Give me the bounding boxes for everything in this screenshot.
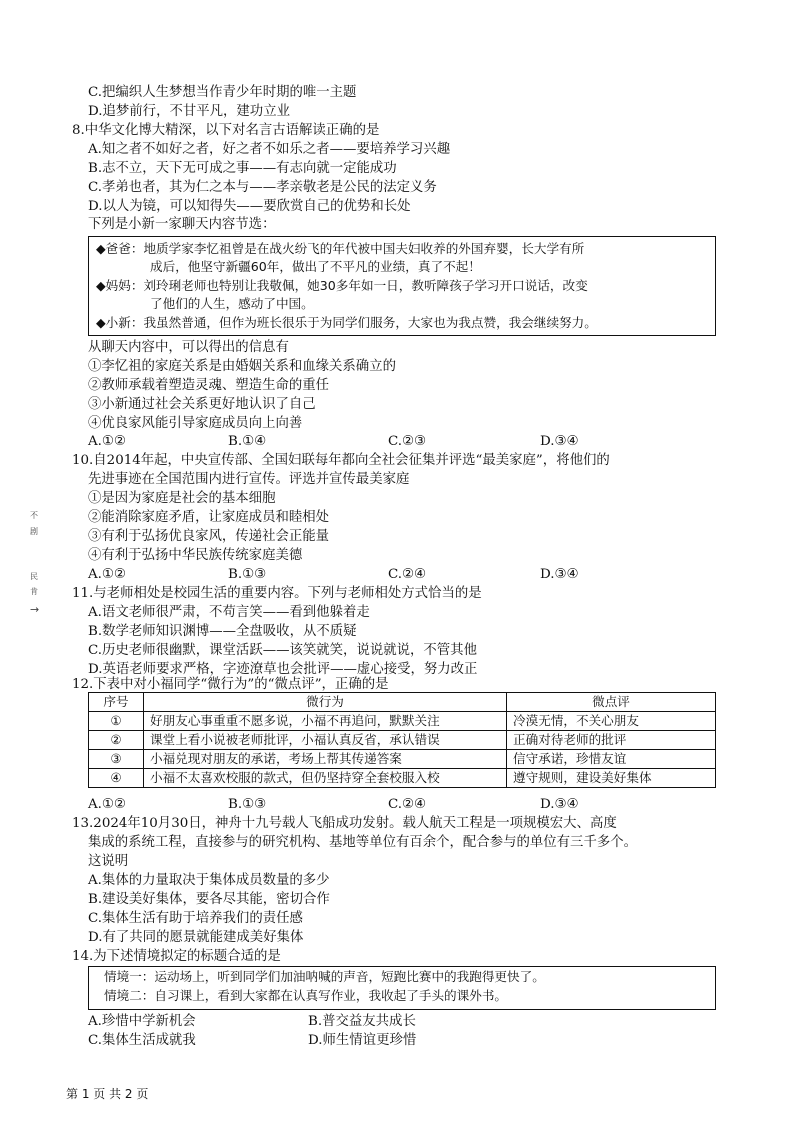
q9-item-1: ①李忆祖的家庭关系是由婚姻关系和血缘关系确立的	[88, 359, 396, 374]
q9-chat-mom-2: 了他们的人生，感动了中国。	[150, 296, 314, 311]
q12-row-no: ③	[89, 750, 144, 769]
binding-mark: 民	[30, 572, 38, 581]
q9-chat-xiaoxin: ◆小新：我虽然普通，但作为班长很乐于为同学们服务，大家也为我点赞，我会继续努力。	[96, 315, 597, 330]
q13-stem-1: 13.2024年10月30日，神舟十九号载人飞船成功发射。载人航天工程是一项规模宏大、高度	[72, 816, 617, 831]
q11-stem: 11.与老师相处是校园生活的重要内容。下列与老师相处方式恰当的是	[72, 586, 482, 601]
q12-row-behavior: 小福不太喜欢校服的款式，但仍坚持穿全套校服入校	[144, 769, 507, 788]
q13-option-a: A.集体的力量取决于集体成员数量的多少	[88, 873, 330, 888]
q12-row-no: ②	[89, 731, 144, 750]
q12-option-b: B.①③	[228, 797, 267, 812]
q12-table	[88, 692, 716, 788]
q12-option-c: C.②④	[388, 797, 427, 812]
q10-stem-2: 先进事迹在全国范围内进行宣传。评选并宣传最美家庭	[88, 472, 410, 487]
q10-item-1: ①是因为家庭是社会的基本细胞	[88, 491, 276, 506]
q8-stem: 8.中华文化博大精深，以下对名言古语解读正确的是	[72, 123, 380, 138]
q10-option-a: A.①②	[88, 567, 126, 582]
table-row	[89, 712, 716, 731]
q13-option-d: D.有了共同的愿景就能建成美好集体	[88, 930, 304, 945]
q9-item-3: ③小新通过社会关系更好地认识了自己	[88, 397, 316, 412]
binding-mark: 剧	[30, 527, 38, 536]
q13-stem-3: 这说明	[88, 854, 129, 869]
q9-chat-dad-1: ◆爸爸：地质学家李忆祖曾是在战火纷飞的年代被中国夫妇收养的外国弃婴，长大学有所	[96, 241, 585, 256]
q9-item-4: ④优良家风能引导家庭成员向上向善	[88, 416, 303, 431]
q12-row-behavior: 小福兑现对朋友的承诺，考场上帮其传递答案	[144, 750, 507, 769]
arrow-icon: →	[30, 603, 40, 616]
q12-row-no: ①	[89, 712, 144, 731]
binding-mark: 肯	[30, 587, 38, 596]
q9-chat-mom-1: ◆妈妈：刘玲琍老师也特别让我敬佩，她30多年如一日，教听障孩子学习开口说话，改变	[96, 278, 588, 293]
q11-option-c: C.历史老师很幽默，课堂活跃——该笑就笑，说说就说，不管其他	[88, 643, 477, 658]
q14-situation-2: 情境二：自习课上，看到大家都在认真写作业，我收起了手头的课外书。	[104, 988, 507, 1003]
q10-item-3: ③有利于弘扬优良家风，传递社会正能量	[88, 529, 330, 544]
q13-stem-2: 集成的系统工程，直接参与的研究机构、基地等单位有百余个，配合参与的单位有三千多个。	[88, 835, 638, 850]
table-row	[89, 731, 716, 750]
q12-row-comment: 信守承诺，珍惜友谊	[507, 750, 716, 769]
q12-table-header	[89, 693, 716, 712]
q12-row-behavior: 好朋友心事重重不愿多说，小福不再追问，默默关注	[144, 712, 507, 731]
q7-option-d: D.追梦前行，不甘平凡，建功立业	[88, 104, 290, 119]
q14-option-d: D.师生情谊更珍惜	[308, 1033, 417, 1048]
q12-header-comment: 微点评	[507, 693, 716, 712]
q8-option-b: B.志不立，天下无可成之事——有志向就一定能成功	[88, 161, 397, 176]
q10-item-2: ②能消除家庭矛盾，让家庭成员和睦相处	[88, 510, 330, 525]
q10-option-c: C.②④	[388, 567, 427, 582]
q9-option-c: C.②③	[388, 434, 427, 449]
q13-option-b: B.建设美好集体，要各尽其能，密切合作	[88, 892, 330, 907]
q9-chat-dad-2: 成后，他坚守新疆60年，做出了不平凡的业绩，真了不起！	[150, 259, 481, 274]
q11-option-b: B.数学老师知识渊博——全盘吸收，从不质疑	[88, 624, 357, 639]
q12-header-behavior: 微行为	[144, 693, 507, 712]
q12-option-a: A.①②	[88, 797, 126, 812]
q10-item-4: ④有利于弘扬中华民族传统家庭美德	[88, 548, 303, 563]
q14-option-b: B.普交益友共成长	[308, 1014, 416, 1029]
q12-row-comment: 遵守规则，建设美好集体	[507, 769, 716, 788]
q12-header-no: 序号	[89, 693, 144, 712]
q12-stem: 12.下表中对小福同学“微行为”的“微点评”，正确的是	[72, 677, 389, 692]
q12-option-d: D.③④	[540, 797, 579, 812]
q12-row-behavior: 课堂上看小说被老师批评，小福认真反省，承认错误	[144, 731, 507, 750]
q8-option-d: D.以人为镜，可以知得失——要欣赏自己的优势和长处	[88, 199, 411, 214]
q9-item-2: ②教师承载着塑造灵魂、塑造生命的重任	[88, 378, 330, 393]
q10-option-b: B.①③	[228, 567, 267, 582]
q14-option-c: C.集体生活成就我	[88, 1033, 196, 1048]
q9-intro: 下列是小新一家聊天内容节选：	[88, 217, 276, 232]
q9-option-a: A.①②	[88, 434, 126, 449]
q12-row-comment: 正确对待老师的批评	[507, 731, 716, 750]
q8-option-a: A.知之者不如好之者，好之者不如乐之者——要培养学习兴趣	[88, 142, 451, 157]
q7-option-c: C.把编织人生梦想当作青少年时期的唯一主题	[88, 85, 357, 100]
page-footer: 第 1 页 共 2 页	[66, 1087, 149, 1101]
q13-option-c: C.集体生活有助于培养我们的责任感	[88, 911, 303, 926]
q12-row-no: ④	[89, 769, 144, 788]
q9-option-d: D.③④	[540, 434, 579, 449]
binding-mark: 不	[30, 511, 38, 520]
q9-option-b: B.①④	[228, 434, 267, 449]
q14-stem: 14.为下述情境拟定的标题合适的是	[72, 949, 281, 964]
table-row	[89, 769, 716, 788]
q8-option-c: C.孝弟也者，其为仁之本与——孝亲敬老是公民的法定义务	[88, 180, 437, 195]
q10-option-d: D.③④	[540, 567, 579, 582]
q14-situation-1: 情境一：运动场上，听到同学们加油呐喊的声音，短跑比赛中的我跑得更快了。	[104, 969, 545, 984]
q12-row-comment: 冷漠无情，不关心朋友	[507, 712, 716, 731]
q10-stem-1: 10.自2014年起，中央宣传部、全国妇联每年都向全社会征集并评选“最美家庭”，将他们的	[72, 453, 610, 468]
q11-option-d: D.英语老师要求严格，字迹潦草也会批评——虚心接受，努力改正	[88, 662, 478, 677]
q9-stem: 从聊天内容中，可以得出的信息有	[88, 340, 289, 355]
table-row	[89, 750, 716, 769]
q11-option-a: A.语文老师很严肃，不苟言笑——看到他躲着走	[88, 605, 370, 620]
q14-option-a: A.珍惜中学新机会	[88, 1014, 196, 1029]
